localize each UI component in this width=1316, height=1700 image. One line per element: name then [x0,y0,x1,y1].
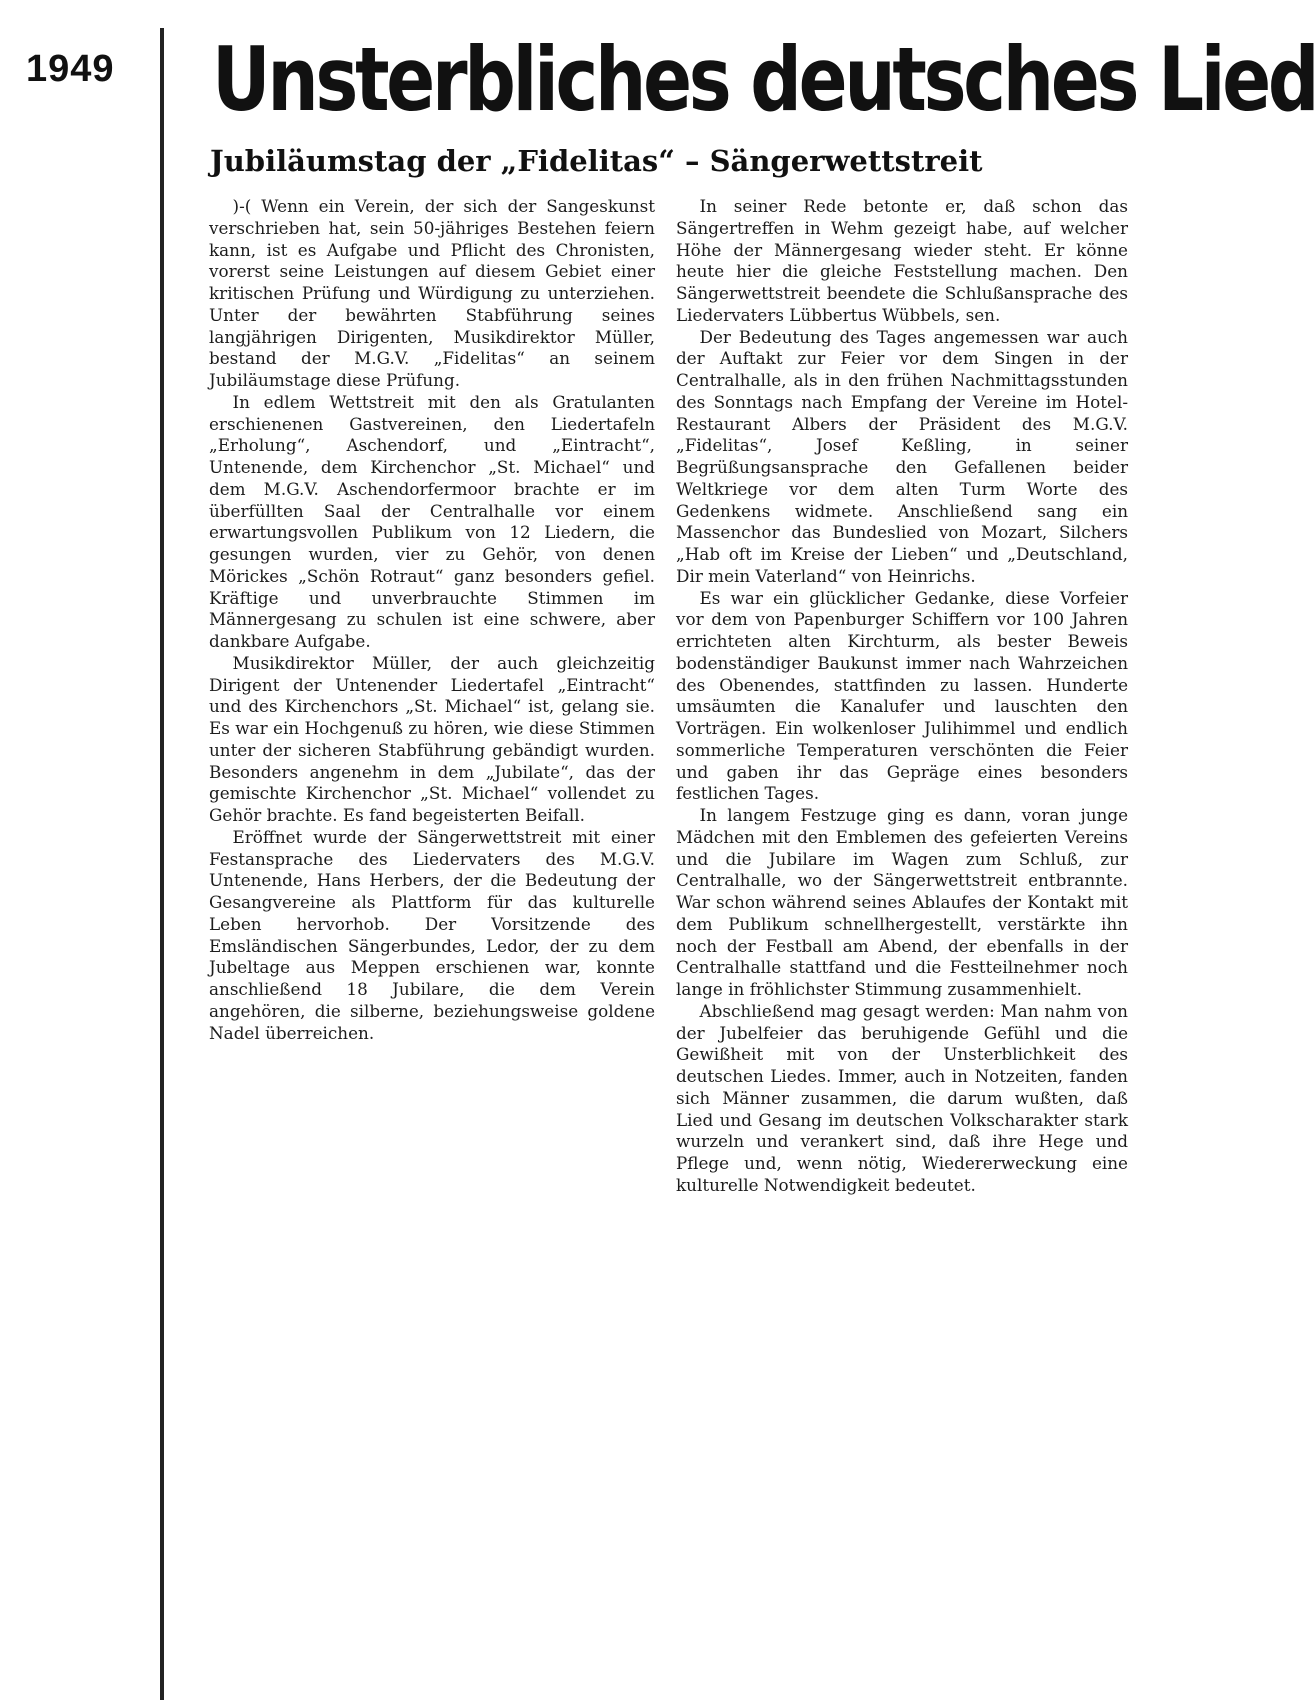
article-column-right [676,196,1128,1197]
paragraph: Der Bedeutung des Tages angemessen war auch der Auftakt zur Feier vor dem Singen in der Centralhalle, als in den frühen Nachmittagsstunden des Sonntags nach Empfang der Vereine im Hotel-Restaurant Albers der Präsident des M.G.V. „Fidelitas“, Josef Keßling, in seiner Begrüßungsansprache den Gefallenen beider Weltkriege vor dem alten Turm Worte des Gedenkens widmete. Anschließend sang ein Massenchor das Bundeslied von Mozart, Silchers „Hab oft im Kreise der Lieben“ und „Deutschland, Dir mein Vaterland“ von Heinrichs. [676,326,1128,586]
paragraph: In seiner Rede betonte er, daß schon das Sängertreffen in Wehm gezeigt habe, auf welcher Höhe der Männergesang wieder steht. Er könne heute hier die gleiche Feststellung machen. Den Sängerwettstreit beendete die Schlußansprache des Liedervaters Lübbertus Wübbels, sen. [676,196,1128,325]
paragraph: Abschließend mag gesagt werden: Man nahm von der Jubelfeier das beruhigende Gefühl und die Gewißheit mit von der Unsterblichkeit des deutschen Liedes. Immer, auch in Notzeiten, fanden sich Männer zusammen, die darum wußten, daß Lied und Gesang im deutschen Volkscharakter stark wurzeln und verankert sind, daß ihre Hege und Pflege und, wenn nötig, Wiedererweckung eine kulturelle Notwendigkeit bedeutet. [676,1000,1128,1195]
headline: Unsterbliches deutsches Lied [212,28,1316,131]
year-label: 1949 [26,48,115,90]
article-column-left [209,196,655,1044]
paragraph: )-( Wenn ein Verein, der sich der Sangeskunst verschrieben hat, sein 50-jähriges Bestehen feiern kann, ist es Aufgabe und Pflicht des Chronisten, vorerst seine Leistungen auf diesem Gebiet einer kritischen Prüfung und Würdigung zu unterziehen. Unter der bewährten Stabführung seines langjährigen Dirigenten, Musikdirektor Müller, bestand der M.G.V. „Fidelitas“ an seinem Jubiläumstage diese Prüfung. [209,196,655,390]
paragraph: Es war ein glücklicher Gedanke, diese Vorfeier vor dem von Papenburger Schiffern vor 100 Jahren errichteten alten Kirchturm, als bester Beweis bodenständiger Baukunst immer nach Wahrzeichen des Obenendes, stattfinden zu lassen. Hunderte umsäumten die Kanalufer und lauschten den Vorträgen. Ein wolkenloser Julihimmel und endlich sommerliche Temperaturen verschönten die Feier und gaben ihr das Gepräge eines besonders festlichen Tages. [676,587,1128,804]
paragraph: In edlem Wettstreit mit den als Gratulanten erschienenen Gastvereinen, den Liedertafeln „Erholung“, Aschendorf, und „Eintracht“, Untenende, dem Kirchenchor „St. Michael“ und dem M.G.V. Aschendorfermoor brachte er im überfüllten Saal der Centralhalle vor einem erwartungsvollen Publikum von 12 Liedern, die gesungen wurden, vier zu Gehör, von denen Mörickes „Schön Rotraut“ ganz besonders gefiel. Kräftige und unverbrauchte Stimmen im Männergesang zu schulen ist eine schwere, aber dankbare Aufgabe. [209,391,655,651]
vertical-rule [160,28,164,1700]
paragraph: In langem Festzuge ging es dann, voran junge Mädchen mit den Emblemen des gefeierten Vereins und die Jubilare im Wagen zum Schluß, zur Centralhalle, wo der Sängerwettstreit entbrannte. War schon während seines Ablaufes der Kontakt mit dem Publikum schnellhergestellt, verstärkte ihn noch der Festball am Abend, der ebenfalls in der Centralhalle stattfand und die Festteilnehmer noch lange in fröhlichster Stimmung zusammenhielt. [676,805,1128,999]
subheadline: Jubiläumstag der „Fidelitas“ – Sängerwettstreit [210,144,983,178]
paragraph: Eröffnet wurde der Sängerwettstreit mit einer Festansprache des Liedervaters des M.G.V. Untenende, Hans Herbers, der die Bedeutung der Gesangvereine als Plattform für das kulturelle Leben hervorhob. Der Vorsitzende des Emsländischen Sängerbundes, Ledor, der zu dem Jubeltage aus Meppen erschienen war, konnte anschließend 18 Jubilare, die dem Verein angehören, die silberne, beziehungsweise goldene Nadel überreichen. [209,826,655,1043]
paragraph: Musikdirektor Müller, der auch gleichzeitig Dirigent der Untenender Liedertafel „Eintracht“ und des Kirchenchors „St. Michael“ ist, gelang sie. Es war ein Hochgenuß zu hören, wie diese Stimmen unter der sicheren Stabführung gebändigt wurden. Besonders angenehm in dem „Jubilate“, das der gemischte Kirchenchor „St. Michael“ vollendet zu Gehör brachte. Es fand begeisterten Beifall. [209,652,655,825]
